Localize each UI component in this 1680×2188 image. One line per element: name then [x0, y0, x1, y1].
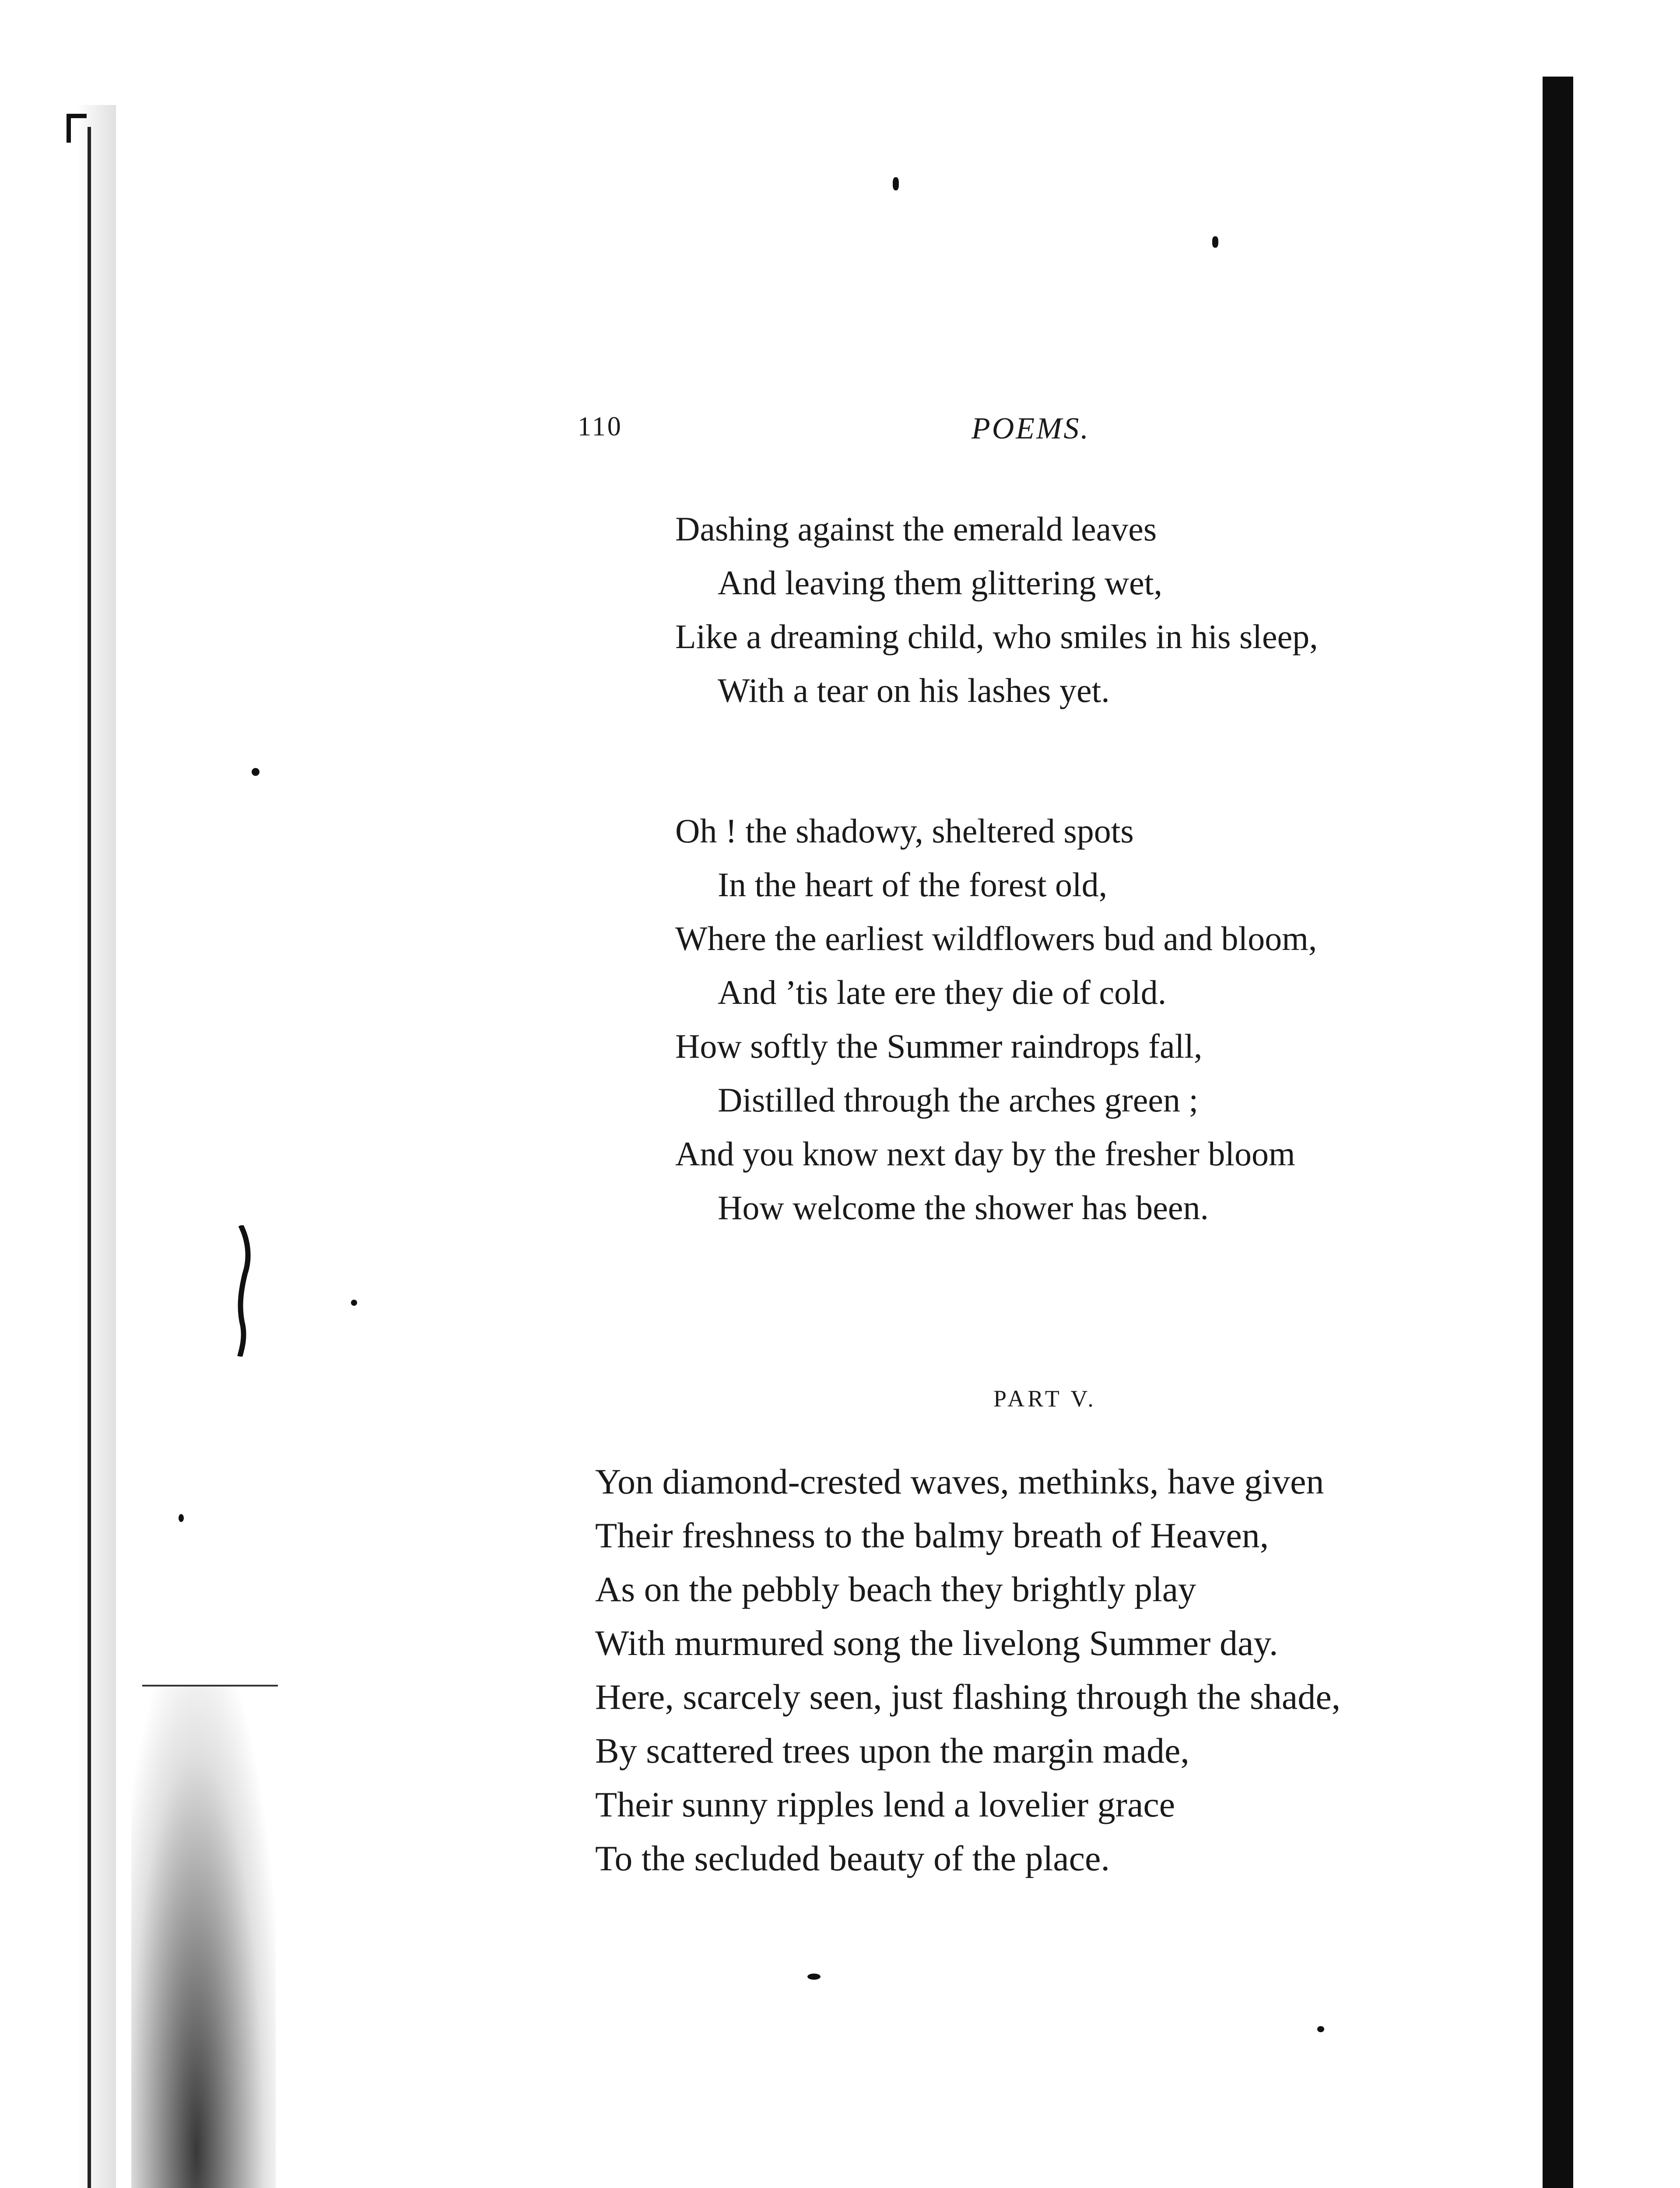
verse-line: And ’tis late ere they die of cold.: [718, 973, 1167, 1011]
running-head: [578, 411, 1330, 459]
scan-mark-line: [142, 1685, 278, 1687]
verse-line: As on the pebbly beach they brightly play: [595, 1569, 1196, 1609]
verse-line: Yon diamond-crested waves, methinks, have given: [595, 1462, 1324, 1501]
speck: [351, 1300, 357, 1306]
speck: [252, 768, 260, 776]
binding-shadow: [77, 105, 116, 2188]
verse-line: In the heart of the forest old,: [718, 866, 1108, 904]
verse-line: Oh ! the shadowy, sheltered spots: [675, 812, 1134, 850]
verse-line: Like a dreaming child, who smiles in his sleep,: [675, 617, 1318, 656]
page-number: 110: [578, 412, 623, 442]
speck: [1317, 2026, 1324, 2032]
speck: [1212, 236, 1218, 248]
speck: [179, 1514, 184, 1522]
right-edge-bar: [1543, 77, 1573, 2188]
verse-line: How softly the Summer raindrops fall,: [675, 1027, 1203, 1065]
running-title: POEMS.: [972, 412, 1090, 445]
section-heading: PART V.: [993, 1385, 1097, 1412]
verse-line: Their freshness to the balmy breath of Heaven,: [595, 1515, 1269, 1555]
verse-line: To the secluded beauty of the place.: [595, 1838, 1110, 1878]
corner-mark: [67, 114, 87, 143]
verse-line: Distilled through the arches green ;: [718, 1081, 1199, 1119]
speck: [893, 177, 899, 190]
ink-squiggle: [232, 1225, 258, 1357]
verse-line: And leaving them glittering wet,: [718, 564, 1162, 602]
verse-line: And you know next day by the fresher bloom: [675, 1135, 1295, 1173]
verse-line: Here, scarcely seen, just flashing through the shade,: [595, 1677, 1341, 1717]
verse-line: With murmured song the livelong Summer day.: [595, 1623, 1278, 1663]
speck: [807, 1974, 821, 1980]
binding-edge-line: [88, 127, 91, 2188]
verse-line: Where the earliest wildflowers bud and bloom,: [675, 919, 1317, 957]
gutter-shadow: [131, 1685, 276, 2188]
verse-line: How welcome the shower has been.: [718, 1189, 1209, 1227]
verse-line: Dashing against the emerald leaves: [675, 510, 1157, 548]
verse-line: By scattered trees upon the margin made,: [595, 1731, 1189, 1771]
verse-line: With a tear on his lashes yet.: [718, 671, 1110, 709]
verse-line: Their sunny ripples lend a lovelier grace: [595, 1785, 1175, 1824]
